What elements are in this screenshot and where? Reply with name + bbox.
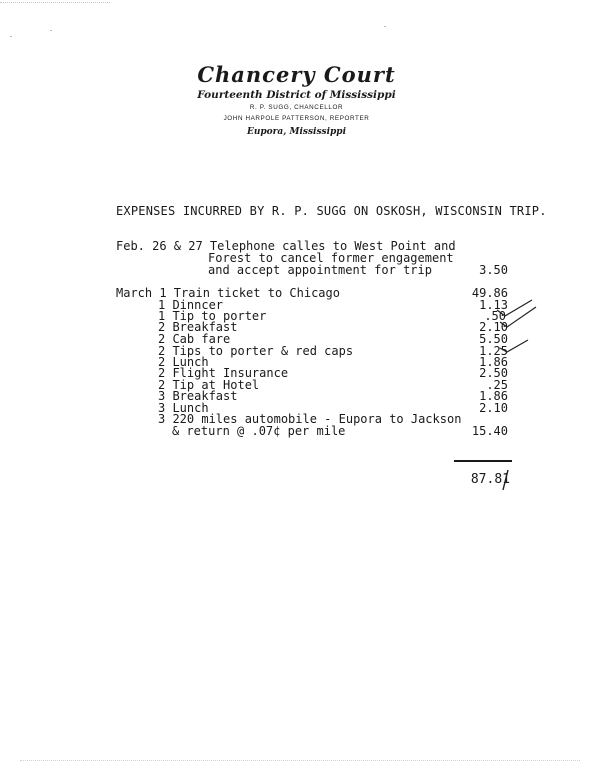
letterhead-chancellor: R. P. SUGG, CHANCELLOR: [249, 104, 344, 111]
letterhead-reporter: JOHN HARPOLE PATTERSON, REPORTER: [223, 115, 370, 122]
march-entry-text: & return @ .07¢ per mile: [172, 424, 346, 438]
letterhead-district: Fourteenth District of Mississippi: [197, 89, 396, 101]
march-entry-text: 2 Lunch: [158, 355, 209, 369]
letterhead-town: Eupora, Mississippi: [246, 127, 347, 137]
scan-artifact-bottom: [20, 760, 580, 761]
march-entry-amount: .25: [486, 378, 508, 392]
document-heading: EXPENSES INCURRED BY R. P. SUGG ON OSKOSH, WISCONSIN TRIP.: [116, 204, 547, 218]
march-entry-text: 2 Cab fare: [158, 332, 231, 346]
march-entry-amount: 5.50: [479, 332, 508, 346]
letterhead-court: Chancery Court: [197, 62, 396, 87]
feb-entry-line-3: and accept appointment for trip: [208, 263, 432, 277]
feb-entry-line-2: Forest to cancel former engagement: [208, 251, 454, 265]
march-entry-text: 1 Tip to porter: [158, 309, 267, 323]
march-entry-text: 1 Dinncer: [158, 298, 224, 312]
march-entry-text: 2 Tips to porter & red caps: [158, 344, 354, 358]
march-entry-amount: 2.10: [479, 320, 508, 334]
total-amount: 87.81: [470, 472, 510, 487]
march-entry-amount: 2.50: [479, 366, 508, 380]
march-entry-text: 2 Breakfast: [158, 320, 238, 334]
march-entry-text: 2 Flight Insurance: [158, 366, 289, 380]
march-entry-amount: 1.25: [479, 344, 508, 358]
march-entry-text: 3 220 miles automobile - Eupora to Jackson: [158, 412, 462, 426]
march-entry-amount: .50: [484, 309, 506, 323]
march-entry-text: 3 Breakfast: [158, 389, 238, 403]
feb-entry-line-1: Feb. 26 & 27 Telephone calles to West Point and: [116, 239, 456, 253]
scan-speck: [384, 26, 386, 27]
march-entry-amount: 1.86: [479, 389, 508, 403]
march-entry-text: 3 Lunch: [158, 401, 209, 415]
march-entry-text: 2 Tip at Hotel: [158, 378, 260, 392]
march-entry-amount: 2.10: [479, 401, 508, 415]
march-entry-amount: 49.86: [471, 286, 508, 300]
march-entry-amount: 1.13: [479, 298, 508, 312]
feb-entry-amount: 3.50: [479, 263, 508, 277]
total-rule: [454, 460, 512, 462]
march-entry-amount: 15.40: [471, 424, 508, 438]
scan-speck: [50, 30, 52, 31]
scan-speck: [10, 36, 12, 37]
march-entry-text: March 1 Train ticket to Chicago: [116, 286, 340, 300]
scan-artifact-top: [0, 2, 110, 3]
march-entry-amount: 1.86: [479, 355, 508, 369]
